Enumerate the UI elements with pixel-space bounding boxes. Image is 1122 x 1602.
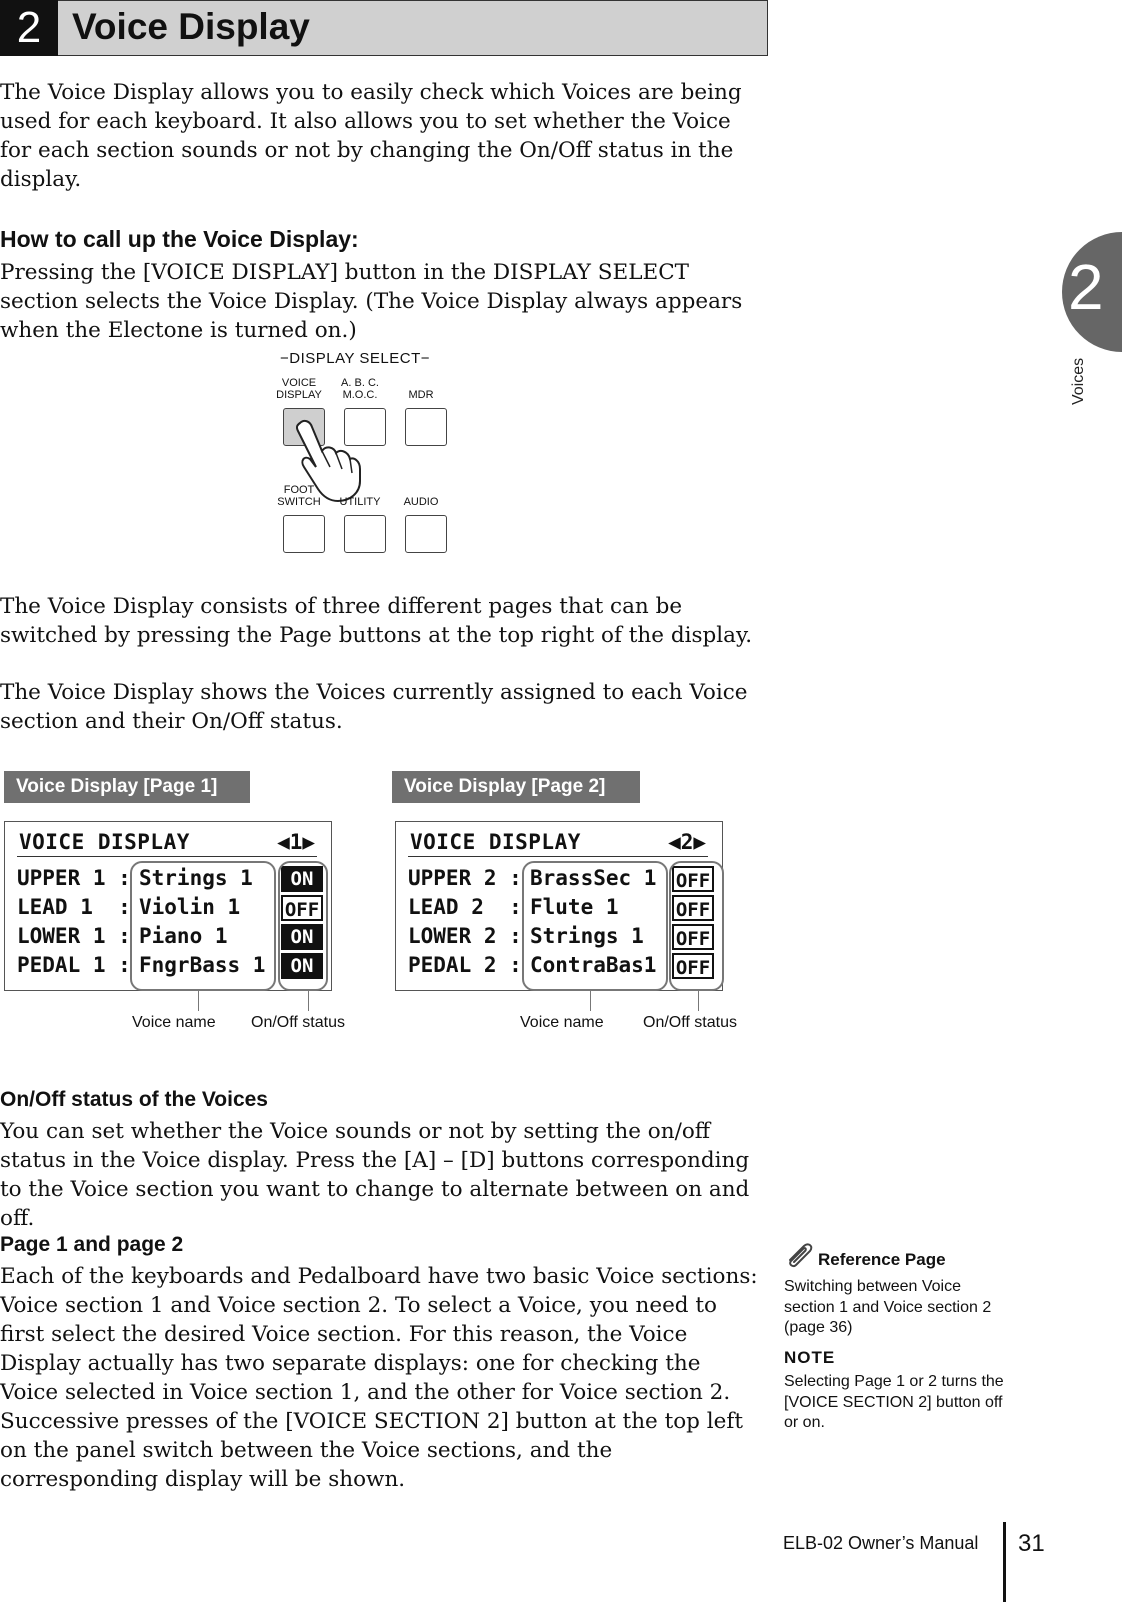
chapter-number: 2 bbox=[0, 0, 58, 56]
button-label-voice-display: VOICE DISPLAY bbox=[276, 377, 322, 401]
side-tab-label: Voices bbox=[1070, 357, 1087, 405]
lcd-voice-name: Strings 1 bbox=[139, 866, 253, 890]
status-toggle-lead[interactable]: OFF bbox=[672, 895, 714, 921]
lcd-voice-name: BrassSec 1 bbox=[530, 866, 657, 890]
status-highlight bbox=[278, 861, 328, 991]
callout-voice-name: Voice name bbox=[520, 1014, 604, 1031]
panel-title: −DISPLAY SELECT− bbox=[280, 350, 431, 367]
callout-status: On/Off status bbox=[251, 1014, 345, 1031]
onoff-paragraph: You can set whether the Voice sounds or not by setting the on/off status in the Voice display. Press the [A] – [D] buttons corresponding to the Voice section you want to change to alternate between on and off. bbox=[0, 1119, 750, 1231]
callout-voice-name: Voice name bbox=[132, 1014, 216, 1031]
status-toggle-lower[interactable]: ON bbox=[281, 924, 323, 950]
note-title: NOTE bbox=[784, 1348, 836, 1367]
button-label-foot-switch: FOOT SWITCH bbox=[277, 484, 321, 508]
display-caption-page-2: Voice Display [Page 2] bbox=[392, 771, 640, 803]
how-to-paragraph: Pressing the [VOICE DISPLAY] button in the DISPLAY SELECT section selects the Voice Display. (The Voice Display always appears when the Electone is turned on.) bbox=[0, 260, 743, 343]
lcd-voice-name: ContraBas1 bbox=[530, 953, 657, 977]
lcd-voice-name: Piano 1 bbox=[139, 924, 228, 948]
status-toggle-upper[interactable]: OFF bbox=[672, 866, 714, 892]
note-text: Selecting Page 1 or 2 turns the [VOICE SECTION 2] button off or on. bbox=[784, 1373, 1004, 1431]
status-toggle-lower[interactable]: OFF bbox=[672, 924, 714, 950]
status-toggle-upper[interactable]: ON bbox=[281, 866, 323, 892]
lcd-section-label: LOWER 1 : bbox=[17, 924, 131, 948]
page12-paragraph: Each of the keyboards and Pedalboard have two basic Voice sections: Voice section 1 and Voice section 2. To select a Voice, you need to first select the desired Voice section. For this reason, the Voice Display actually has two separate displays: one for checking the Voice selected in Voice section 1, and the other for Voice section 2. Successive presses of the [VOICE SECTION 2] button at the top left on the panel switch between the Voice sections, and the corresponding display will be shown. bbox=[0, 1264, 758, 1492]
button-label-abc-moc: A. B. C. M.O.C. bbox=[341, 377, 379, 401]
onoff-heading: On/Off status of the Voices bbox=[0, 1088, 268, 1111]
side-tab-number: 2 bbox=[1068, 251, 1104, 323]
reference-title: Reference Page bbox=[818, 1250, 946, 1269]
voice-name-highlight bbox=[522, 861, 668, 991]
utility-button[interactable] bbox=[344, 515, 386, 553]
pages-paragraph: The Voice Display consists of three different pages that can be switched by pressing the Page buttons at the top right of the display. bbox=[0, 594, 753, 648]
foot-switch-button[interactable] bbox=[283, 515, 325, 553]
status-toggle-pedal[interactable]: OFF bbox=[672, 953, 714, 979]
display-caption-page-1: Voice Display [Page 1] bbox=[4, 771, 250, 803]
status-highlight bbox=[669, 861, 724, 991]
page-number: 31 bbox=[1018, 1530, 1045, 1557]
chapter-title: Voice Display bbox=[72, 6, 310, 47]
lcd-title: VOICE DISPLAY bbox=[19, 830, 190, 854]
lcd-section-label: LEAD 1 : bbox=[17, 895, 131, 919]
page12-heading: Page 1 and page 2 bbox=[0, 1233, 184, 1256]
lcd-voice-name: Strings 1 bbox=[530, 924, 644, 948]
page-switch-indicator[interactable]: ◀1▶ bbox=[277, 830, 315, 854]
paperclip-icon bbox=[784, 1242, 816, 1268]
lcd-voice-name: Violin 1 bbox=[139, 895, 241, 919]
lcd-title: VOICE DISPLAY bbox=[410, 830, 581, 854]
status-toggle-pedal[interactable]: ON bbox=[281, 953, 323, 979]
lcd-section-label: PEDAL 1 : bbox=[17, 953, 131, 977]
display-select-panel bbox=[270, 345, 470, 565]
voice-name-highlight bbox=[130, 861, 276, 991]
footer-divider bbox=[1003, 1522, 1006, 1602]
audio-button[interactable] bbox=[405, 515, 447, 553]
page-switch-indicator[interactable]: ◀2▶ bbox=[668, 830, 706, 854]
button-label-mdr: MDR bbox=[408, 389, 434, 401]
lcd-voice-name: FngrBass 1 bbox=[139, 953, 266, 977]
lcd-section-label: LOWER 2 : bbox=[408, 924, 522, 948]
lcd-section-label: UPPER 1 : bbox=[17, 866, 131, 890]
lcd-section-label: LEAD 2 : bbox=[408, 895, 522, 919]
footer-manual-title: ELB-02 Owner’s Manual bbox=[783, 1533, 979, 1553]
mdr-button[interactable] bbox=[405, 408, 447, 446]
lcd-voice-name: Flute 1 bbox=[530, 895, 619, 919]
intro-paragraph: The Voice Display allows you to easily check which Voices are being used for each keyboard. It also allows you to set whether the Voice for each section sounds or not by changing the On/Off status in the display. bbox=[0, 80, 742, 192]
how-to-heading: How to call up the Voice Display: bbox=[0, 226, 359, 252]
status-toggle-lead[interactable]: OFF bbox=[281, 895, 323, 921]
reference-text[interactable]: Switching between Voice section 1 and Voice section 2 (page 36) bbox=[784, 1278, 992, 1336]
lcd-section-label: PEDAL 2 : bbox=[408, 953, 522, 977]
lcd-section-label: UPPER 2 : bbox=[408, 866, 522, 890]
callout-status: On/Off status bbox=[643, 1014, 737, 1031]
button-label-utility: UTILITY bbox=[339, 496, 381, 508]
shows-paragraph: The Voice Display shows the Voices currently assigned to each Voice section and their On/Off status. bbox=[0, 680, 748, 734]
button-label-audio: AUDIO bbox=[403, 496, 439, 508]
